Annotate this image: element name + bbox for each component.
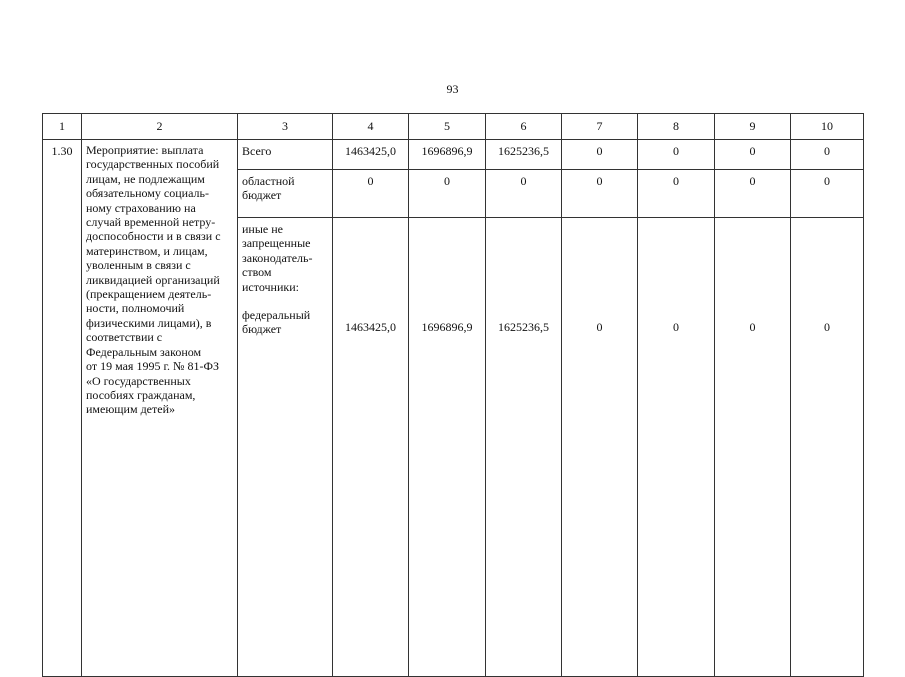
value-cell: 1696896,9: [409, 140, 486, 170]
description-line: ликвидацией организаций: [86, 272, 220, 287]
description-line: материнством, и лицам,: [86, 243, 208, 258]
page-number: 93: [446, 82, 459, 96]
value-cell: 0: [791, 170, 864, 218]
source-line: федеральный: [242, 308, 311, 323]
header-col-2: 2: [82, 114, 238, 140]
header-col-3: 3: [238, 114, 333, 140]
value-cell: 0: [409, 170, 486, 218]
source-line: запрещенные: [242, 236, 311, 251]
value-cell: 1625236,5: [486, 218, 562, 677]
source-spacer: [242, 294, 329, 308]
value-cell: 0: [562, 140, 638, 170]
description-line: от 19 мая 1995 г. № 81-ФЗ: [86, 359, 219, 374]
value-cell: 1463425,0: [333, 218, 409, 677]
value-cell: 0: [638, 140, 715, 170]
description-line: лицам, не подлежащим: [86, 171, 205, 186]
description-line: доспособности и в связи с: [86, 229, 221, 244]
description-line: пособиях гражданам,: [86, 387, 196, 402]
value-cell: 1625236,5: [486, 140, 562, 170]
description-line: «О государственных: [86, 373, 191, 388]
value-cell: 0: [486, 170, 562, 218]
description-line: физическими лицами), в: [86, 315, 212, 330]
table-row-total: [43, 140, 864, 170]
header-col-5: 5: [409, 114, 486, 140]
header-col-9: 9: [715, 114, 791, 140]
value-cell: 0: [715, 218, 791, 677]
source-line: иные не: [242, 222, 283, 236]
description-line: государственных пособий: [86, 157, 220, 172]
description-line: случай временной нетру-: [86, 215, 216, 230]
value-cell: 0: [715, 140, 791, 170]
description-line: Федеральным законом: [86, 344, 202, 359]
header-col-4: 4: [333, 114, 409, 140]
description-line: Мероприятие: выплата: [86, 143, 204, 157]
description-line: ности, полномочий: [86, 301, 185, 316]
value-cell: 0: [638, 218, 715, 677]
header-col-7: 7: [562, 114, 638, 140]
description-line: (прекращением деятель-: [86, 287, 212, 302]
value-cell: 0: [562, 218, 638, 677]
source-total: [238, 140, 333, 170]
description-line: ному страхованию на: [86, 200, 196, 215]
value-cell: 1463425,0: [333, 140, 409, 170]
value-cell: 0: [333, 170, 409, 218]
budget-table: [42, 113, 864, 677]
source-line: ством: [242, 265, 272, 280]
header-col-6: 6: [486, 114, 562, 140]
source-regional-budget: [238, 170, 333, 218]
source-line: источники:: [242, 279, 299, 294]
row-description: [82, 140, 238, 677]
value-cell: 0: [791, 140, 864, 170]
source-line: законодатель-: [242, 250, 313, 265]
value-cell: 0: [562, 170, 638, 218]
description-line: соответствии с: [86, 330, 163, 345]
source-other-sources: [238, 218, 333, 677]
value-cell: 1696896,9: [409, 218, 486, 677]
header-col-10: 10: [791, 114, 864, 140]
value-cell: 0: [791, 218, 864, 677]
header-col-1: 1: [43, 114, 82, 140]
description-line: имеющим детей»: [86, 402, 175, 417]
value-cell: 0: [638, 170, 715, 218]
row-code: 1.30: [43, 140, 82, 677]
header-col-8: 8: [638, 114, 715, 140]
source-line: бюджет: [242, 322, 282, 337]
source-line: областной: [242, 174, 295, 188]
description-line: уволенным в связи с: [86, 258, 191, 273]
source-line: бюджет: [242, 188, 282, 203]
source-line: Всего: [242, 144, 272, 158]
value-cell: 0: [715, 170, 791, 218]
description-line: обязательному социаль-: [86, 186, 209, 201]
header-row: [43, 114, 864, 140]
